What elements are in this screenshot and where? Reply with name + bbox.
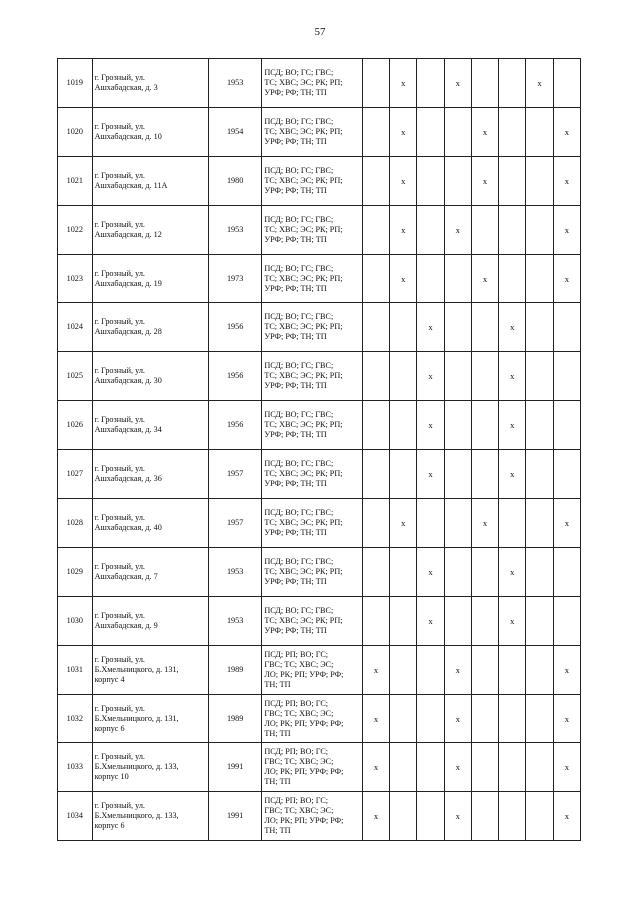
work-codes-cell	[262, 645, 363, 694]
mark-cell: x	[362, 743, 389, 792]
year-cell: 1956	[208, 352, 261, 401]
cell-line: УРФ; РФ; ТН; ТП	[264, 381, 327, 391]
address-cell	[92, 792, 208, 841]
mark-cell: x	[417, 401, 444, 450]
mark-cell	[390, 352, 417, 401]
cell-line: ТС; ХВС; ЭС; РК; РП;	[264, 175, 343, 185]
address-cell	[92, 694, 208, 743]
cell-line: корпус 6	[94, 821, 125, 831]
cell-line: ТН; ТП	[264, 826, 291, 836]
cell-line: ПСД; РП; ВО; ГС;	[264, 796, 329, 806]
mark-cell	[444, 450, 471, 499]
mark-cell	[362, 59, 389, 108]
mark-cell	[499, 499, 526, 548]
cell-line: Ашхабадская, д. 36	[94, 474, 162, 484]
address-cell	[92, 107, 208, 156]
mark-cell	[526, 205, 553, 254]
mark-cell	[526, 450, 553, 499]
cell-line: ТС; ХВС; ЭС; РК; РП;	[264, 615, 343, 625]
year-cell: 1973	[208, 254, 261, 303]
page-number: 57	[314, 26, 326, 38]
mark-cell: x	[362, 694, 389, 743]
mark-cell	[362, 156, 389, 205]
mark-cell	[390, 303, 417, 352]
cell-line: корпус 10	[94, 772, 129, 782]
address-cell	[92, 547, 208, 596]
cell-line: Ашхабадская, д. 9	[94, 620, 158, 630]
mark-cell	[362, 107, 389, 156]
mark-cell	[444, 401, 471, 450]
mark-cell: x	[417, 547, 444, 596]
year-cell: 1953	[208, 596, 261, 645]
row-number-cell: 1027	[58, 450, 93, 499]
year-cell: 1991	[208, 743, 261, 792]
mark-cell	[499, 107, 526, 156]
cell-line: ТС; ХВС; ЭС; РК; РП;	[264, 322, 343, 332]
mark-cell	[417, 792, 444, 841]
mark-cell	[471, 743, 498, 792]
year-cell: 1989	[208, 694, 261, 743]
address-cell	[92, 645, 208, 694]
cell-line: г. Грозный, ул.	[94, 703, 145, 713]
mark-cell: x	[553, 205, 580, 254]
cell-line: Ашхабадская, д. 19	[94, 278, 162, 288]
address-cell	[92, 743, 208, 792]
cell-line: г. Грозный, ул.	[94, 654, 145, 664]
cell-line: г. Грозный, ул.	[94, 317, 145, 327]
mark-cell: x	[553, 645, 580, 694]
mark-cell	[362, 401, 389, 450]
mark-cell: x	[553, 156, 580, 205]
mark-cell: x	[499, 303, 526, 352]
mark-cell: x	[499, 401, 526, 450]
mark-cell	[499, 645, 526, 694]
cell-line: ТС; ХВС; ЭС; РК; РП;	[264, 566, 343, 576]
table-row	[58, 694, 581, 743]
row-number-cell: 1023	[58, 254, 93, 303]
cell-line: Ашхабадская, д. 10	[94, 131, 162, 141]
cell-line: Б.Хмельницкого, д. 133,	[94, 762, 179, 772]
mark-cell: x	[471, 499, 498, 548]
cell-line: ГВС; ТС; ХВС; ЭС;	[264, 659, 334, 669]
mark-cell	[553, 596, 580, 645]
work-codes-cell	[262, 401, 363, 450]
cell-line: УРФ; РФ; ТН; ТП	[264, 430, 327, 440]
cell-line: УРФ; РФ; ТН; ТП	[264, 527, 327, 537]
mark-cell: x	[444, 792, 471, 841]
mark-cell	[390, 547, 417, 596]
mark-cell	[499, 59, 526, 108]
mark-cell	[471, 596, 498, 645]
mark-cell	[526, 792, 553, 841]
cell-line: г. Грозный, ул.	[94, 752, 145, 762]
cell-line: корпус 4	[94, 674, 125, 684]
cell-line: Б.Хмельницкого, д. 131,	[94, 664, 179, 674]
row-number-cell: 1033	[58, 743, 93, 792]
cell-line: ПСД; ВО; ГС; ГВС;	[264, 165, 334, 175]
mark-cell	[417, 59, 444, 108]
cell-line: ГВС; ТС; ХВС; ЭС;	[264, 806, 334, 816]
table-row	[58, 303, 581, 352]
mark-cell: x	[390, 59, 417, 108]
mark-cell	[471, 792, 498, 841]
register-table	[57, 58, 581, 841]
table-row	[58, 450, 581, 499]
mark-cell: x	[444, 743, 471, 792]
cell-line: г. Грозный, ул.	[94, 801, 145, 811]
mark-cell: x	[362, 645, 389, 694]
cell-line: ЛО; РК; РП; УРФ; РФ;	[264, 669, 344, 679]
work-codes-cell	[262, 156, 363, 205]
mark-cell	[444, 303, 471, 352]
cell-line: Ашхабадская, д. 11А	[94, 180, 168, 190]
mark-cell: x	[553, 499, 580, 548]
work-codes-cell	[262, 499, 363, 548]
address-cell	[92, 450, 208, 499]
cell-line: ТС; ХВС; ЭС; РК; РП;	[264, 371, 343, 381]
cell-line: ТС; ХВС; ЭС; РК; РП;	[264, 469, 343, 479]
mark-cell	[526, 303, 553, 352]
year-cell: 1956	[208, 401, 261, 450]
cell-line: ТН; ТП	[264, 679, 291, 689]
cell-line: Б.Хмельницкого, д. 131,	[94, 713, 179, 723]
mark-cell	[444, 107, 471, 156]
mark-cell: x	[444, 645, 471, 694]
mark-cell: x	[499, 352, 526, 401]
mark-cell	[362, 547, 389, 596]
mark-cell: x	[553, 792, 580, 841]
cell-line: г. Грозный, ул.	[94, 512, 145, 522]
mark-cell	[553, 401, 580, 450]
mark-cell	[417, 205, 444, 254]
mark-cell	[362, 450, 389, 499]
cell-line: УРФ; РФ; ТН; ТП	[264, 332, 327, 342]
cell-line: ПСД; РП; ВО; ГС;	[264, 698, 329, 708]
mark-cell	[499, 254, 526, 303]
table-row	[58, 547, 581, 596]
address-cell	[92, 401, 208, 450]
cell-line: ПСД; ВО; ГС; ГВС;	[264, 67, 334, 77]
address-cell	[92, 156, 208, 205]
mark-cell	[553, 352, 580, 401]
mark-cell: x	[390, 254, 417, 303]
mark-cell: x	[553, 694, 580, 743]
cell-line: ЛО; РК; РП; УРФ; РФ;	[264, 718, 344, 728]
cell-line: Ашхабадская, д. 34	[94, 425, 162, 435]
mark-cell	[526, 401, 553, 450]
mark-cell	[444, 547, 471, 596]
cell-line: Ашхабадская, д. 12	[94, 229, 162, 239]
table-row	[58, 352, 581, 401]
mark-cell	[526, 107, 553, 156]
cell-line: ТС; ХВС; ЭС; РК; РП;	[264, 77, 343, 87]
cell-line: ТС; ХВС; ЭС; РК; РП;	[264, 273, 343, 283]
mark-cell	[390, 792, 417, 841]
row-number-cell: 1029	[58, 547, 93, 596]
mark-cell	[417, 254, 444, 303]
mark-cell	[553, 59, 580, 108]
mark-cell: x	[444, 59, 471, 108]
mark-cell	[526, 596, 553, 645]
work-codes-cell	[262, 547, 363, 596]
row-number-cell: 1028	[58, 499, 93, 548]
work-codes-cell	[262, 303, 363, 352]
address-cell	[92, 352, 208, 401]
row-number-cell: 1021	[58, 156, 93, 205]
cell-line: ПСД; ВО; ГС; ГВС;	[264, 361, 334, 371]
work-codes-cell	[262, 743, 363, 792]
mark-cell: x	[471, 254, 498, 303]
cell-line: УРФ; РФ; ТН; ТП	[264, 283, 327, 293]
row-number-cell: 1022	[58, 205, 93, 254]
cell-line: Ашхабадская, д. 40	[94, 522, 162, 532]
work-codes-cell	[262, 352, 363, 401]
work-codes-cell	[262, 205, 363, 254]
cell-line: ПСД; ВО; ГС; ГВС;	[264, 507, 334, 517]
mark-cell	[499, 743, 526, 792]
mark-cell	[417, 645, 444, 694]
cell-line: ТН; ТП	[264, 728, 291, 738]
mark-cell: x	[417, 303, 444, 352]
year-cell: 1956	[208, 303, 261, 352]
address-cell	[92, 303, 208, 352]
cell-line: УРФ; РФ; ТН; ТП	[264, 479, 327, 489]
mark-cell	[553, 547, 580, 596]
mark-cell	[444, 596, 471, 645]
mark-cell: x	[417, 596, 444, 645]
cell-line: Б.Хмельницкого, д. 133,	[94, 811, 179, 821]
mark-cell	[362, 352, 389, 401]
cell-line: ТС; ХВС; ЭС; РК; РП;	[264, 224, 343, 234]
year-cell: 1989	[208, 645, 261, 694]
cell-line: г. Грозный, ул.	[94, 219, 145, 229]
cell-line: УРФ; РФ; ТН; ТП	[264, 234, 327, 244]
cell-line: ТН; ТП	[264, 777, 291, 787]
cell-line: ПСД; ВО; ГС; ГВС;	[264, 459, 334, 469]
mark-cell	[471, 694, 498, 743]
mark-cell	[390, 450, 417, 499]
year-cell: 1957	[208, 499, 261, 548]
table-row	[58, 596, 581, 645]
table-row	[58, 205, 581, 254]
row-number-cell: 1031	[58, 645, 93, 694]
row-number-cell: 1020	[58, 107, 93, 156]
mark-cell	[390, 596, 417, 645]
mark-cell	[499, 694, 526, 743]
mark-cell	[444, 499, 471, 548]
year-cell: 1980	[208, 156, 261, 205]
work-codes-cell	[262, 107, 363, 156]
work-codes-cell	[262, 792, 363, 841]
table-body	[58, 59, 581, 841]
mark-cell	[362, 499, 389, 548]
mark-cell	[526, 254, 553, 303]
mark-cell	[471, 401, 498, 450]
mark-cell	[471, 547, 498, 596]
address-cell	[92, 254, 208, 303]
mark-cell	[390, 694, 417, 743]
mark-cell: x	[444, 694, 471, 743]
mark-cell	[526, 156, 553, 205]
mark-cell: x	[526, 59, 553, 108]
mark-cell	[499, 792, 526, 841]
cell-line: г. Грозный, ул.	[94, 268, 145, 278]
cell-line: УРФ; РФ; ТН; ТП	[264, 87, 327, 97]
mark-cell: x	[390, 107, 417, 156]
mark-cell	[553, 450, 580, 499]
mark-cell	[362, 254, 389, 303]
cell-line: ЛО; РК; РП; УРФ; РФ;	[264, 767, 344, 777]
mark-cell	[417, 743, 444, 792]
cell-line: ПСД; ВО; ГС; ГВС;	[264, 312, 334, 322]
mark-cell: x	[553, 107, 580, 156]
cell-line: ГВС; ТС; ХВС; ЭС;	[264, 708, 334, 718]
table-row	[58, 743, 581, 792]
cell-line: УРФ; РФ; ТН; ТП	[264, 625, 327, 635]
mark-cell: x	[417, 450, 444, 499]
row-number-cell: 1024	[58, 303, 93, 352]
work-codes-cell	[262, 450, 363, 499]
mark-cell: x	[499, 450, 526, 499]
mark-cell	[444, 254, 471, 303]
mark-cell	[471, 352, 498, 401]
cell-line: ТС; ХВС; ЭС; РК; РП;	[264, 517, 343, 527]
cell-line: ПСД; РП; ВО; ГС;	[264, 649, 329, 659]
cell-line: УРФ; РФ; ТН; ТП	[264, 136, 327, 146]
table-row	[58, 499, 581, 548]
cell-line: ПСД; ВО; ГС; ГВС;	[264, 556, 334, 566]
work-codes-cell	[262, 254, 363, 303]
cell-line: Ашхабадская, д. 7	[94, 571, 158, 581]
cell-line: г. Грозный, ул.	[94, 170, 145, 180]
cell-line: г. Грозный, ул.	[94, 415, 145, 425]
mark-cell: x	[553, 743, 580, 792]
mark-cell: x	[553, 254, 580, 303]
table-row	[58, 59, 581, 108]
mark-cell	[526, 499, 553, 548]
mark-cell	[390, 401, 417, 450]
mark-cell	[417, 694, 444, 743]
year-cell: 1991	[208, 792, 261, 841]
mark-cell: x	[390, 499, 417, 548]
work-codes-cell	[262, 596, 363, 645]
address-cell	[92, 205, 208, 254]
cell-line: ЛО; РК; РП; УРФ; РФ;	[264, 816, 344, 826]
mark-cell	[526, 743, 553, 792]
mark-cell: x	[471, 156, 498, 205]
mark-cell: x	[471, 107, 498, 156]
mark-cell: x	[444, 205, 471, 254]
cell-line: ТС; ХВС; ЭС; РК; РП;	[264, 126, 343, 136]
row-number-cell: 1034	[58, 792, 93, 841]
table-row	[58, 792, 581, 841]
table-row	[58, 107, 581, 156]
table-row	[58, 156, 581, 205]
mark-cell	[362, 596, 389, 645]
mark-cell	[444, 352, 471, 401]
mark-cell: x	[499, 547, 526, 596]
cell-line: ПСД; ВО; ГС; ГВС;	[264, 214, 334, 224]
address-cell	[92, 596, 208, 645]
year-cell: 1953	[208, 205, 261, 254]
cell-line: Ашхабадская, д. 3	[94, 82, 158, 92]
cell-line: ПСД; ВО; ГС; ГВС;	[264, 605, 334, 615]
mark-cell	[526, 645, 553, 694]
year-cell: 1954	[208, 107, 261, 156]
cell-line: Ашхабадская, д. 30	[94, 376, 162, 386]
mark-cell	[444, 156, 471, 205]
mark-cell	[553, 303, 580, 352]
cell-line: г. Грозный, ул.	[94, 561, 145, 571]
year-cell: 1953	[208, 59, 261, 108]
mark-cell	[390, 645, 417, 694]
mark-cell	[526, 352, 553, 401]
mark-cell	[362, 303, 389, 352]
mark-cell: x	[362, 792, 389, 841]
mark-cell	[390, 743, 417, 792]
row-number-cell: 1019	[58, 59, 93, 108]
cell-line: г. Грозный, ул.	[94, 366, 145, 376]
table-row	[58, 645, 581, 694]
mark-cell	[362, 205, 389, 254]
mark-cell	[471, 450, 498, 499]
cell-line: г. Грозный, ул.	[94, 610, 145, 620]
mark-cell	[417, 499, 444, 548]
mark-cell	[471, 59, 498, 108]
row-number-cell: 1026	[58, 401, 93, 450]
cell-line: ГВС; ТС; ХВС; ЭС;	[264, 757, 334, 767]
row-number-cell: 1025	[58, 352, 93, 401]
cell-line: ПСД; ВО; ГС; ГВС;	[264, 263, 334, 273]
cell-line: Ашхабадская, д. 28	[94, 327, 162, 337]
address-cell	[92, 59, 208, 108]
table-row	[58, 401, 581, 450]
year-cell: 1957	[208, 450, 261, 499]
mark-cell	[471, 205, 498, 254]
mark-cell: x	[390, 156, 417, 205]
cell-line: ПСД; РП; ВО; ГС;	[264, 747, 329, 757]
cell-line: ПСД; ВО; ГС; ГВС;	[264, 410, 334, 420]
table-row	[58, 254, 581, 303]
cell-line: ТС; ХВС; ЭС; РК; РП;	[264, 420, 343, 430]
mark-cell	[499, 156, 526, 205]
mark-cell: x	[499, 596, 526, 645]
work-codes-cell	[262, 694, 363, 743]
work-codes-cell	[262, 59, 363, 108]
mark-cell	[417, 156, 444, 205]
cell-line: корпус 6	[94, 723, 125, 733]
row-number-cell: 1032	[58, 694, 93, 743]
address-cell	[92, 499, 208, 548]
mark-cell: x	[390, 205, 417, 254]
cell-line: УРФ; РФ; ТН; ТП	[264, 185, 327, 195]
cell-line: УРФ; РФ; ТН; ТП	[264, 576, 327, 586]
cell-line: г. Грозный, ул.	[94, 72, 145, 82]
row-number-cell: 1030	[58, 596, 93, 645]
mark-cell	[526, 694, 553, 743]
mark-cell	[499, 205, 526, 254]
year-cell: 1953	[208, 547, 261, 596]
mark-cell	[471, 303, 498, 352]
mark-cell	[417, 107, 444, 156]
mark-cell	[526, 547, 553, 596]
mark-cell: x	[417, 352, 444, 401]
cell-line: г. Грозный, ул.	[94, 121, 145, 131]
mark-cell	[471, 645, 498, 694]
cell-line: ПСД; ВО; ГС; ГВС;	[264, 116, 334, 126]
cell-line: г. Грозный, ул.	[94, 464, 145, 474]
